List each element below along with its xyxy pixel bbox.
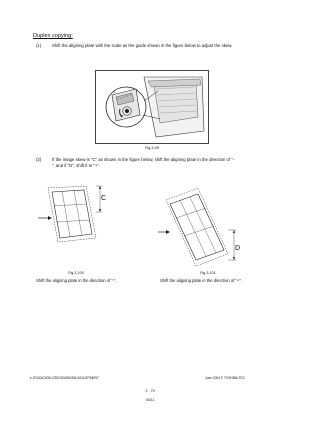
- figure-2-description: Shift the aligning plate in the direction of "-".: [36, 278, 117, 283]
- skew-label-c: C: [101, 195, 107, 202]
- step-1: [36, 43, 276, 49]
- figure-aligning-plate: [95, 70, 209, 144]
- step-2-number: (2): [36, 157, 42, 162]
- footer-copyright: June 2004 © TOSHIBA TEC: [205, 376, 245, 380]
- step-2: [36, 157, 276, 169]
- figure-2-caption: Fig.3-100: [68, 271, 84, 275]
- step-2-text-line-1: If the image skew is "C" as shown in the figure below, shift the aligning plate in the direction of "-: [52, 157, 235, 162]
- figure-3-caption: Fig.3-101: [200, 271, 216, 275]
- section-heading: Duplex copying:: [33, 33, 73, 39]
- step-1-text: Shift the aligning plate with the scale as the guide shown in the figure below to adjust the skew.: [52, 43, 233, 48]
- figure-skew-c: [38, 180, 110, 246]
- step-2-text-line-2: ", and if "D", shift it to "+".: [52, 162, 101, 168]
- footer-document-title: e-STUDIO200L/230/230/280/350 ADJUSTMENT: [30, 376, 99, 380]
- svg-text:-: -: [133, 85, 134, 89]
- figure-3-description: Shift the aligning plate in the direction of "+".: [160, 278, 243, 283]
- svg-text:+: +: [114, 90, 116, 94]
- skew-label-d: D: [235, 245, 241, 252]
- figure-1-caption: Fig.3-99: [145, 146, 159, 150]
- page-number: 3 - 79: [145, 389, 155, 393]
- aligning-plate-illustration: [96, 71, 210, 145]
- step-1-number: (1): [36, 43, 42, 48]
- figure-skew-d: [158, 182, 244, 268]
- revision-code: 05/11: [145, 398, 155, 402]
